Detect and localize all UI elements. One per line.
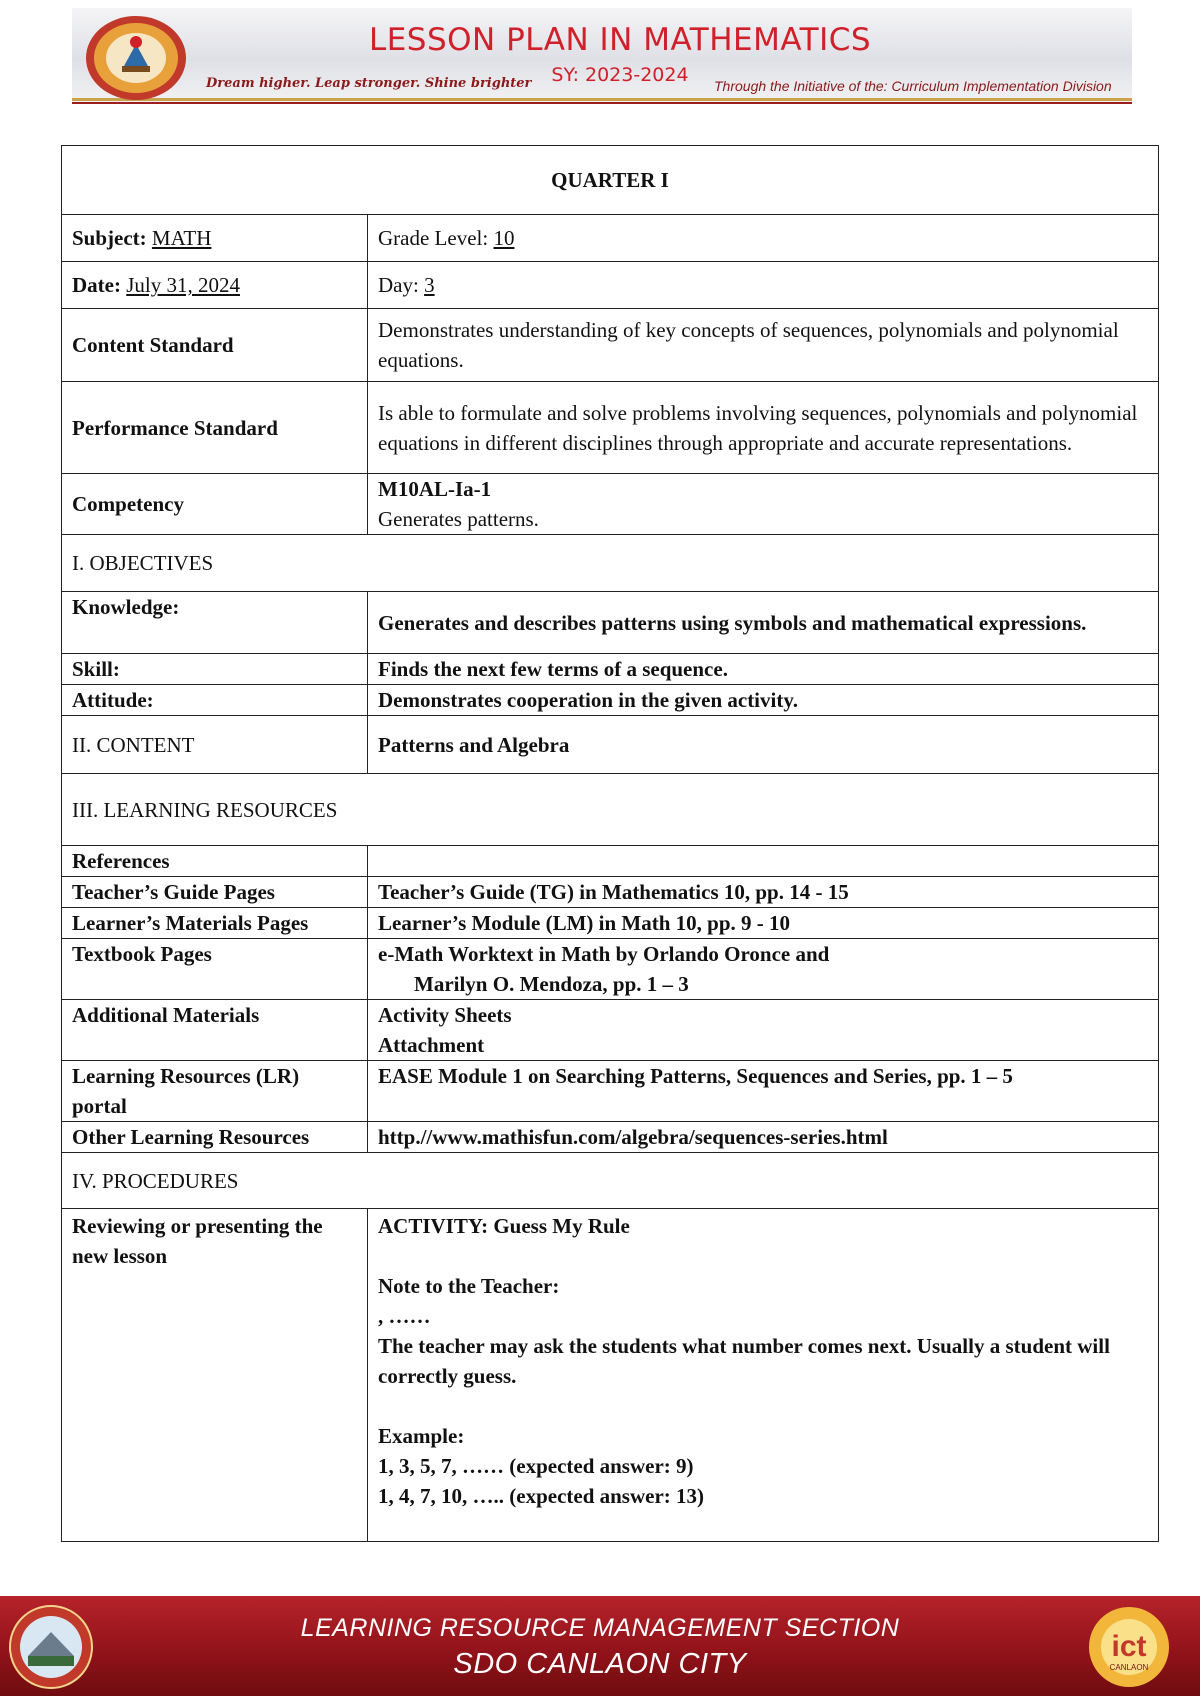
references-value xyxy=(368,846,1159,877)
note-dots: , …… xyxy=(378,1304,431,1328)
grade-cell xyxy=(368,215,1159,262)
lr-label: Learning Resources (LR) portal xyxy=(62,1061,368,1122)
additional-label: Additional Materials xyxy=(62,1000,368,1061)
competency-text: Generates patterns. xyxy=(378,507,539,531)
content-value: Patterns and Algebra xyxy=(368,716,1159,774)
deped-seal-icon xyxy=(8,1604,94,1690)
tg-label: Teacher’s Guide Pages xyxy=(62,877,368,908)
review-label: Reviewing or presenting the new lesson xyxy=(62,1209,368,1542)
footer-banner xyxy=(0,1596,1200,1696)
grade-value: 10 xyxy=(493,226,515,250)
document-title: LESSON PLAN IN MATHEMATICS xyxy=(368,22,872,58)
performance-standard-label: Performance Standard xyxy=(62,382,368,474)
quarter-row xyxy=(62,146,1159,215)
other-resources-row xyxy=(62,1122,1159,1153)
additional-cell xyxy=(368,1000,1159,1061)
objectives-heading-row xyxy=(62,535,1159,592)
additional-line1: Activity Sheets xyxy=(378,1003,512,1027)
date-value: July 31, 2024 xyxy=(126,273,240,297)
references-label: References xyxy=(62,846,368,877)
references-row xyxy=(62,846,1159,877)
lm-label: Learner’s Materials Pages xyxy=(62,908,368,939)
other-resources-link[interactable]: http.//www.mathisfun.com/algebra/sequences-series.html xyxy=(368,1122,1159,1153)
quarter-heading: QUARTER I xyxy=(62,146,1159,215)
example-2: 1, 4, 7, 10, ….. (expected answer: 13) xyxy=(378,1484,705,1508)
textbook-line2: Marilyn O. Mendoza, pp. 1 – 3 xyxy=(414,972,689,996)
other-resources-label: Other Learning Resources xyxy=(62,1122,368,1153)
subject-value: MATH xyxy=(151,226,212,250)
date-label: Date: xyxy=(72,273,121,297)
note-text: The teacher may ask the students what number comes next. Usually a student will correctly guess. xyxy=(378,1334,1110,1388)
header-initiative: Through the Initiative of the: Curriculum Implementation Division xyxy=(714,78,1112,94)
date-cell xyxy=(62,262,368,309)
logo-subtext: CANLAON xyxy=(1109,1663,1149,1672)
resources-heading: III. LEARNING RESOURCES xyxy=(62,774,1159,846)
additional-line2: Attachment xyxy=(378,1033,485,1057)
review-content xyxy=(368,1209,1159,1542)
subject-row xyxy=(62,215,1159,262)
content-heading: II. CONTENT xyxy=(62,716,368,774)
day-value: 3 xyxy=(424,273,435,297)
resources-heading-row xyxy=(62,774,1159,846)
header-motto: Dream higher. Leap stronger. Shine brighter xyxy=(206,76,532,91)
lesson-plan-table xyxy=(61,145,1159,1542)
subject-cell xyxy=(62,215,368,262)
performance-standard-text: Is able to formulate and solve problems involving sequences, polynomials and polynomial equations in different disciplines through appropriate and accurate representations. xyxy=(368,382,1159,474)
textbook-cell xyxy=(368,939,1159,1000)
procedures-heading-row xyxy=(62,1153,1159,1209)
content-row xyxy=(62,716,1159,774)
knowledge-row xyxy=(62,592,1159,654)
review-row xyxy=(62,1209,1159,1542)
header-rule xyxy=(72,98,1132,101)
knowledge-text: Generates and describes patterns using symbols and mathematical expressions. xyxy=(368,592,1159,654)
division-seal-icon xyxy=(84,14,188,102)
tg-row xyxy=(62,877,1159,908)
tg-value: Teacher’s Guide (TG) in Mathematics 10, pp. 14 - 15 xyxy=(368,877,1159,908)
subject-label: Subject: xyxy=(72,226,147,250)
lr-row xyxy=(62,1061,1159,1122)
activity-title: ACTIVITY: Guess My Rule xyxy=(378,1214,630,1238)
lm-value: Learner’s Module (LM) in Math 10, pp. 9 - 10 xyxy=(368,908,1159,939)
grade-label: Grade Level: xyxy=(378,226,489,250)
skill-label: Skill: xyxy=(62,654,368,685)
ict-canlaon-logo-icon xyxy=(1086,1604,1172,1690)
note-heading: Note to the Teacher: xyxy=(378,1274,560,1298)
content-standard-label: Content Standard xyxy=(62,309,368,382)
date-row xyxy=(62,262,1159,309)
textbook-label: Textbook Pages xyxy=(62,939,368,1000)
content-standard-text: Demonstrates understanding of key concepts of sequences, polynomials and polynomial equations. xyxy=(368,309,1159,382)
skill-text: Finds the next few terms of a sequence. xyxy=(368,654,1159,685)
knowledge-label: Knowledge: xyxy=(62,592,368,654)
additional-row xyxy=(62,1000,1159,1061)
objectives-heading: I. OBJECTIVES xyxy=(62,535,1159,592)
skill-row xyxy=(62,654,1159,685)
logo-text: ict xyxy=(1111,1630,1147,1663)
lr-value: EASE Module 1 on Searching Patterns, Sequences and Series, pp. 1 – 5 xyxy=(368,1061,1159,1122)
lm-row xyxy=(62,908,1159,939)
attitude-label: Attitude: xyxy=(62,685,368,716)
attitude-row xyxy=(62,685,1159,716)
day-label: Day: xyxy=(378,273,419,297)
example-heading: Example: xyxy=(378,1424,465,1448)
footer-section-name: LEARNING RESOURCE MANAGEMENT SECTION xyxy=(300,1614,900,1642)
procedures-heading: IV. PROCEDURES xyxy=(62,1153,1159,1209)
competency-code: M10AL-Ia-1 xyxy=(378,477,492,501)
attitude-text: Demonstrates cooperation in the given activity. xyxy=(368,685,1159,716)
footer-division-name: SDO CANLAON CITY xyxy=(453,1648,747,1680)
content-standard-row xyxy=(62,309,1159,382)
textbook-line1: e-Math Worktext in Math by Orlando Oronce and xyxy=(378,942,830,966)
competency-cell xyxy=(368,474,1159,535)
day-cell xyxy=(368,262,1159,309)
school-year: SY: 2023-2024 xyxy=(551,64,689,86)
performance-standard-row xyxy=(62,382,1159,474)
competency-label: Competency xyxy=(62,474,368,535)
textbook-row xyxy=(62,939,1159,1000)
example-1: 1, 3, 5, 7, …… (expected answer: 9) xyxy=(378,1454,694,1478)
competency-row xyxy=(62,474,1159,535)
